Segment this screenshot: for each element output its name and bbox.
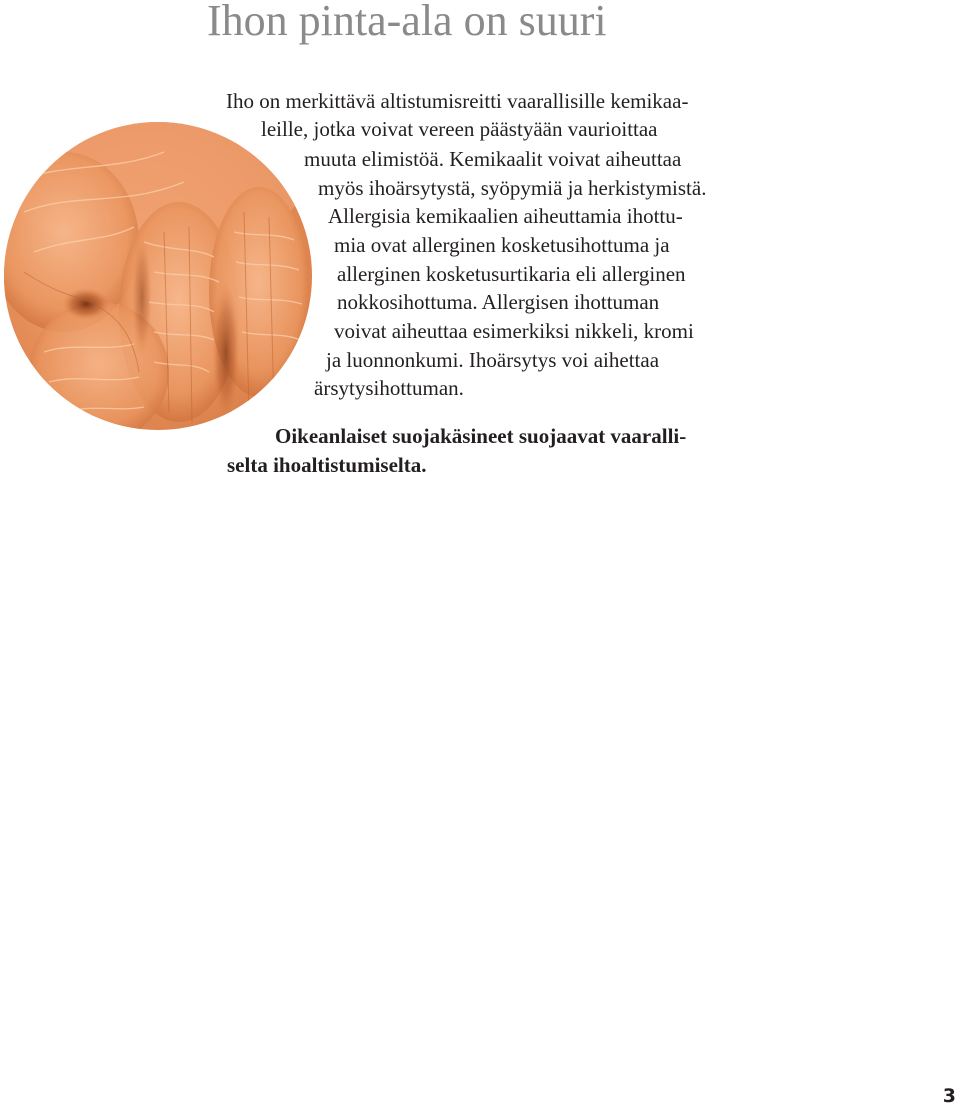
body-text-line: Iho on merkittävä altistumisreitti vaarallisille kemikaa- bbox=[226, 89, 689, 113]
body-text-line: ärsytysihottuman. bbox=[314, 376, 464, 400]
body-text-line: mia ovat allerginen kosketusihottuma ja bbox=[334, 233, 670, 257]
body-text-line: Allergisia kemikaalien aiheuttamia ihottu- bbox=[328, 204, 683, 228]
emphasis-text-line: Oikeanlaiset suojakäsineet suojaavat vaaralli- bbox=[275, 424, 687, 448]
skin-closeup-image bbox=[4, 122, 312, 430]
body-text-line: ja luonnonkumi. Ihoärsytys voi aihettaa bbox=[326, 348, 660, 372]
body-text-line: muuta elimistöä. Kemikaalit voivat aiheuttaa bbox=[304, 147, 682, 171]
body-text-line: nokkosihottuma. Allergisen ihottuman bbox=[337, 290, 660, 314]
page-title: Ihon pinta-ala on suuri bbox=[207, 0, 607, 45]
body-text-line: leille, jotka voivat vereen päästyään vaurioittaa bbox=[261, 117, 658, 141]
body-text-line: myös ihoärsytystä, syöpymiä ja herkistymistä. bbox=[318, 176, 707, 200]
page-number: 3 bbox=[942, 1085, 956, 1107]
emphasis-text-line: selta ihoaltistumiselta. bbox=[227, 453, 427, 477]
body-text-line: voivat aiheuttaa esimerkiksi nikkeli, kromi bbox=[334, 319, 694, 343]
body-text-line: allerginen kosketusurtikaria eli allerginen bbox=[337, 262, 686, 286]
skin-closeup-photo-icon bbox=[4, 122, 312, 430]
